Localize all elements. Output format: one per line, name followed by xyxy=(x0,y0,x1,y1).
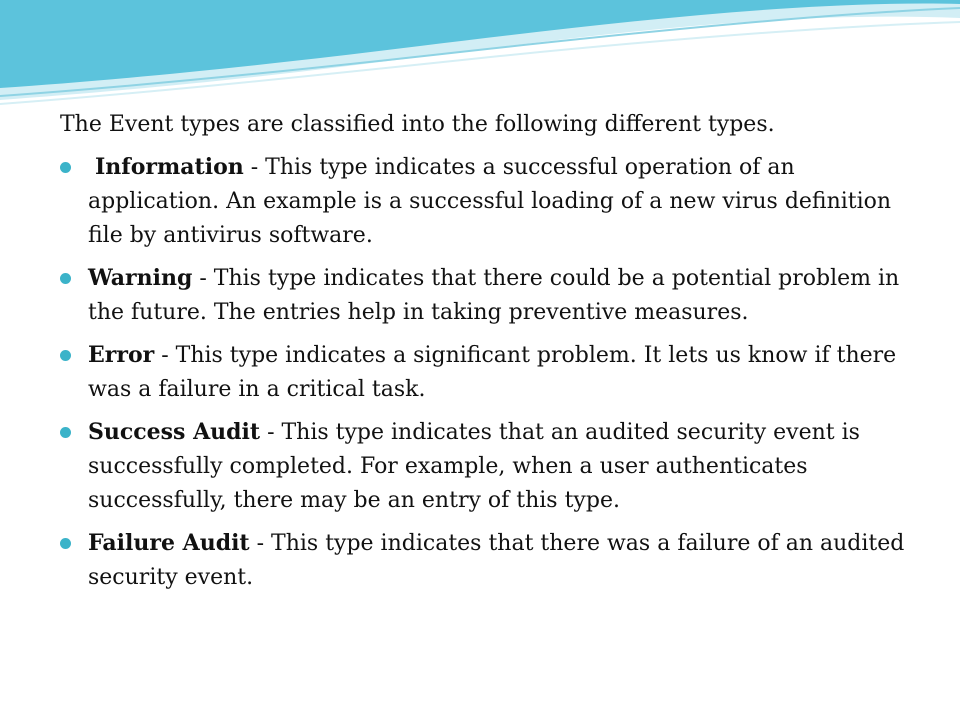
bullet-term: Error xyxy=(88,342,155,368)
bullet-dot-icon xyxy=(60,427,71,438)
bullet-dot-icon xyxy=(60,162,71,173)
bullet-dot-icon xyxy=(60,273,71,284)
bullet-description: - This type indicates that an audited security event is successfully completed. For example, when a user authenticates successfully, there may be an entry of this type. xyxy=(88,420,860,513)
bullet-success-audit xyxy=(60,415,910,518)
bullet-dot-icon xyxy=(60,538,71,549)
bullet-description: - This type indicates that there could be a potential problem in the future. The entries help in taking preventive measures. xyxy=(88,266,900,325)
bullet-error xyxy=(60,338,910,407)
bullet-description: - This type indicates that there was a failure of an audited security event. xyxy=(88,531,905,590)
bullet-warning xyxy=(60,261,910,330)
bullet-term: Success Audit xyxy=(88,419,261,445)
bullet-description: - This type indicates a significant problem. It lets us know if there was a failure in a critical task. xyxy=(88,343,897,402)
slide-content xyxy=(60,108,910,603)
header-wave-decoration xyxy=(0,0,960,110)
bullet-term: Information xyxy=(95,154,244,180)
bullet-term: Warning xyxy=(88,265,193,291)
bullet-failure-audit xyxy=(60,526,910,595)
bullet-term: Failure Audit xyxy=(88,530,250,556)
event-type-list xyxy=(60,150,910,595)
bullet-dot-icon xyxy=(60,350,71,361)
bullet-information xyxy=(60,150,910,253)
bullet-description: - This type indicates a successful operation of an application. An example is a successful loading of a new virus definition file by antivirus software. xyxy=(88,155,892,248)
intro-text: The Event types are classified into the following different types. xyxy=(60,112,775,137)
